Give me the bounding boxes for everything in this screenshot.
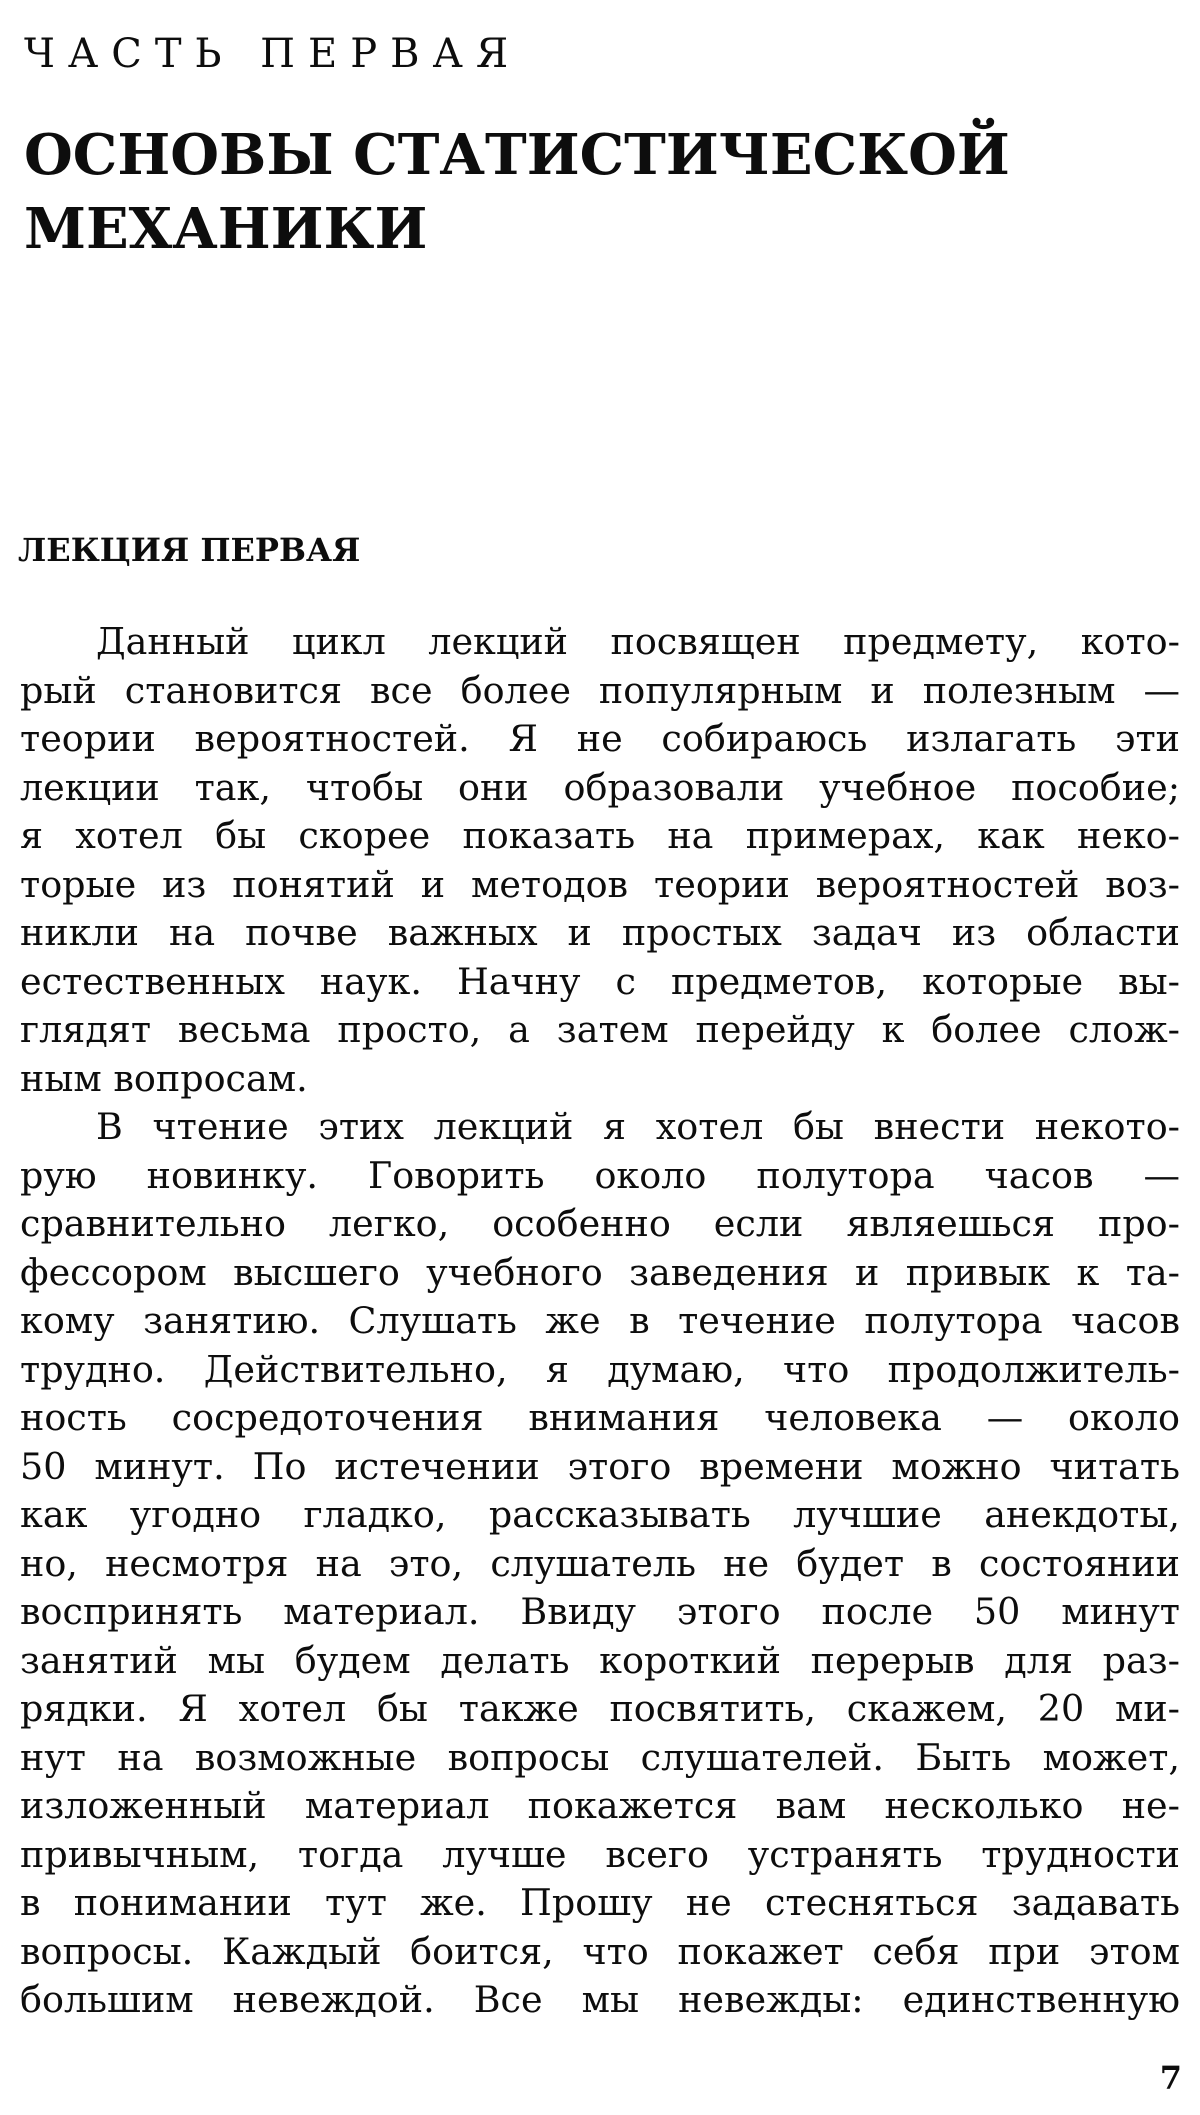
text-line: ность сосредоточения внимания человека — около bbox=[20, 1396, 1180, 1439]
text-line: но, несмотря на это, слушатель не будет в состоянии bbox=[20, 1541, 1180, 1585]
text-line: ным вопросам. bbox=[20, 1056, 308, 1100]
page-number: 7 bbox=[1159, 2059, 1182, 2097]
text-line: никли на почве важных и простых задач из области bbox=[20, 911, 1180, 954]
text-line: в понимании тут же. Прошу не стесняться задавать bbox=[20, 1881, 1180, 1924]
text-line: В чтение этих лекций я хотел бы внести некото- bbox=[96, 1105, 1180, 1148]
text-line: 50 минут. По истечении этого времени можно читать bbox=[20, 1444, 1180, 1488]
text-line: я хотел бы скорее показать на примерах, как неко- bbox=[20, 814, 1180, 857]
text-line: фессором высшего учебного заведения и привык к та- bbox=[20, 1250, 1180, 1294]
text-line: естественных наук. Начну с предметов, которые вы- bbox=[20, 959, 1180, 1003]
text-line: занятий мы будем делать короткий перерыв для раз- bbox=[20, 1638, 1180, 1682]
text-line: лекции так, чтобы они образовали учебное пособие; bbox=[20, 765, 1180, 809]
book-title-line: МЕХАНИКИ bbox=[24, 196, 428, 262]
lecture-heading: ЛЕКЦИЯ ПЕРВАЯ bbox=[18, 531, 361, 569]
paragraph-1 bbox=[20, 618, 1180, 1103]
text-line: торые из понятий и методов теории вероятностей воз- bbox=[20, 862, 1180, 906]
book-title bbox=[24, 118, 1164, 266]
text-line: привычным, тогда лучше всего устранять трудности bbox=[20, 1832, 1180, 1876]
text-line: теории вероятностей. Я не собираюсь излагать эти bbox=[20, 717, 1180, 760]
text-line: глядят весьма просто, а затем перейду к более слож- bbox=[20, 1008, 1180, 1051]
text-line: как угодно гладко, рассказывать лучшие анекдоты, bbox=[20, 1493, 1180, 1536]
text-line: рядки. Я хотел бы также посвятить, скажем, 20 ми- bbox=[20, 1687, 1180, 1730]
text-line: рую новинку. Говорить около полутора часов — bbox=[20, 1153, 1180, 1197]
text-line: вопросы. Каждый боится, что покажет себя при этом bbox=[20, 1929, 1180, 1973]
text-line: воспринять материал. Ввиду этого после 50 минут bbox=[20, 1590, 1180, 1633]
text-line: кому занятию. Слушать же в течение полутора часов bbox=[20, 1299, 1180, 1342]
text-line: рый становится все более популярным и полезным — bbox=[20, 668, 1180, 712]
paragraph-2 bbox=[20, 1103, 1180, 2025]
text-line: нут на возможные вопросы слушателей. Быть может, bbox=[20, 1735, 1180, 1779]
text-line: Данный цикл лекций посвящен предмету, кото- bbox=[96, 620, 1180, 663]
text-line: сравнительно легко, особенно если являешься про- bbox=[20, 1202, 1180, 1245]
body-text bbox=[20, 618, 1180, 2025]
book-title-line: ОСНОВЫ СТАТИСТИЧЕСКОЙ bbox=[24, 122, 1010, 188]
text-line: изложенный материал покажется вам несколько не- bbox=[20, 1784, 1180, 1827]
text-line: большим невеждой. Все мы невежды: единственную bbox=[20, 1978, 1180, 2021]
part-label: ЧАСТЬ ПЕРВАЯ bbox=[24, 31, 522, 77]
text-line: трудно. Действительно, я думаю, что продолжитель- bbox=[20, 1347, 1180, 1391]
